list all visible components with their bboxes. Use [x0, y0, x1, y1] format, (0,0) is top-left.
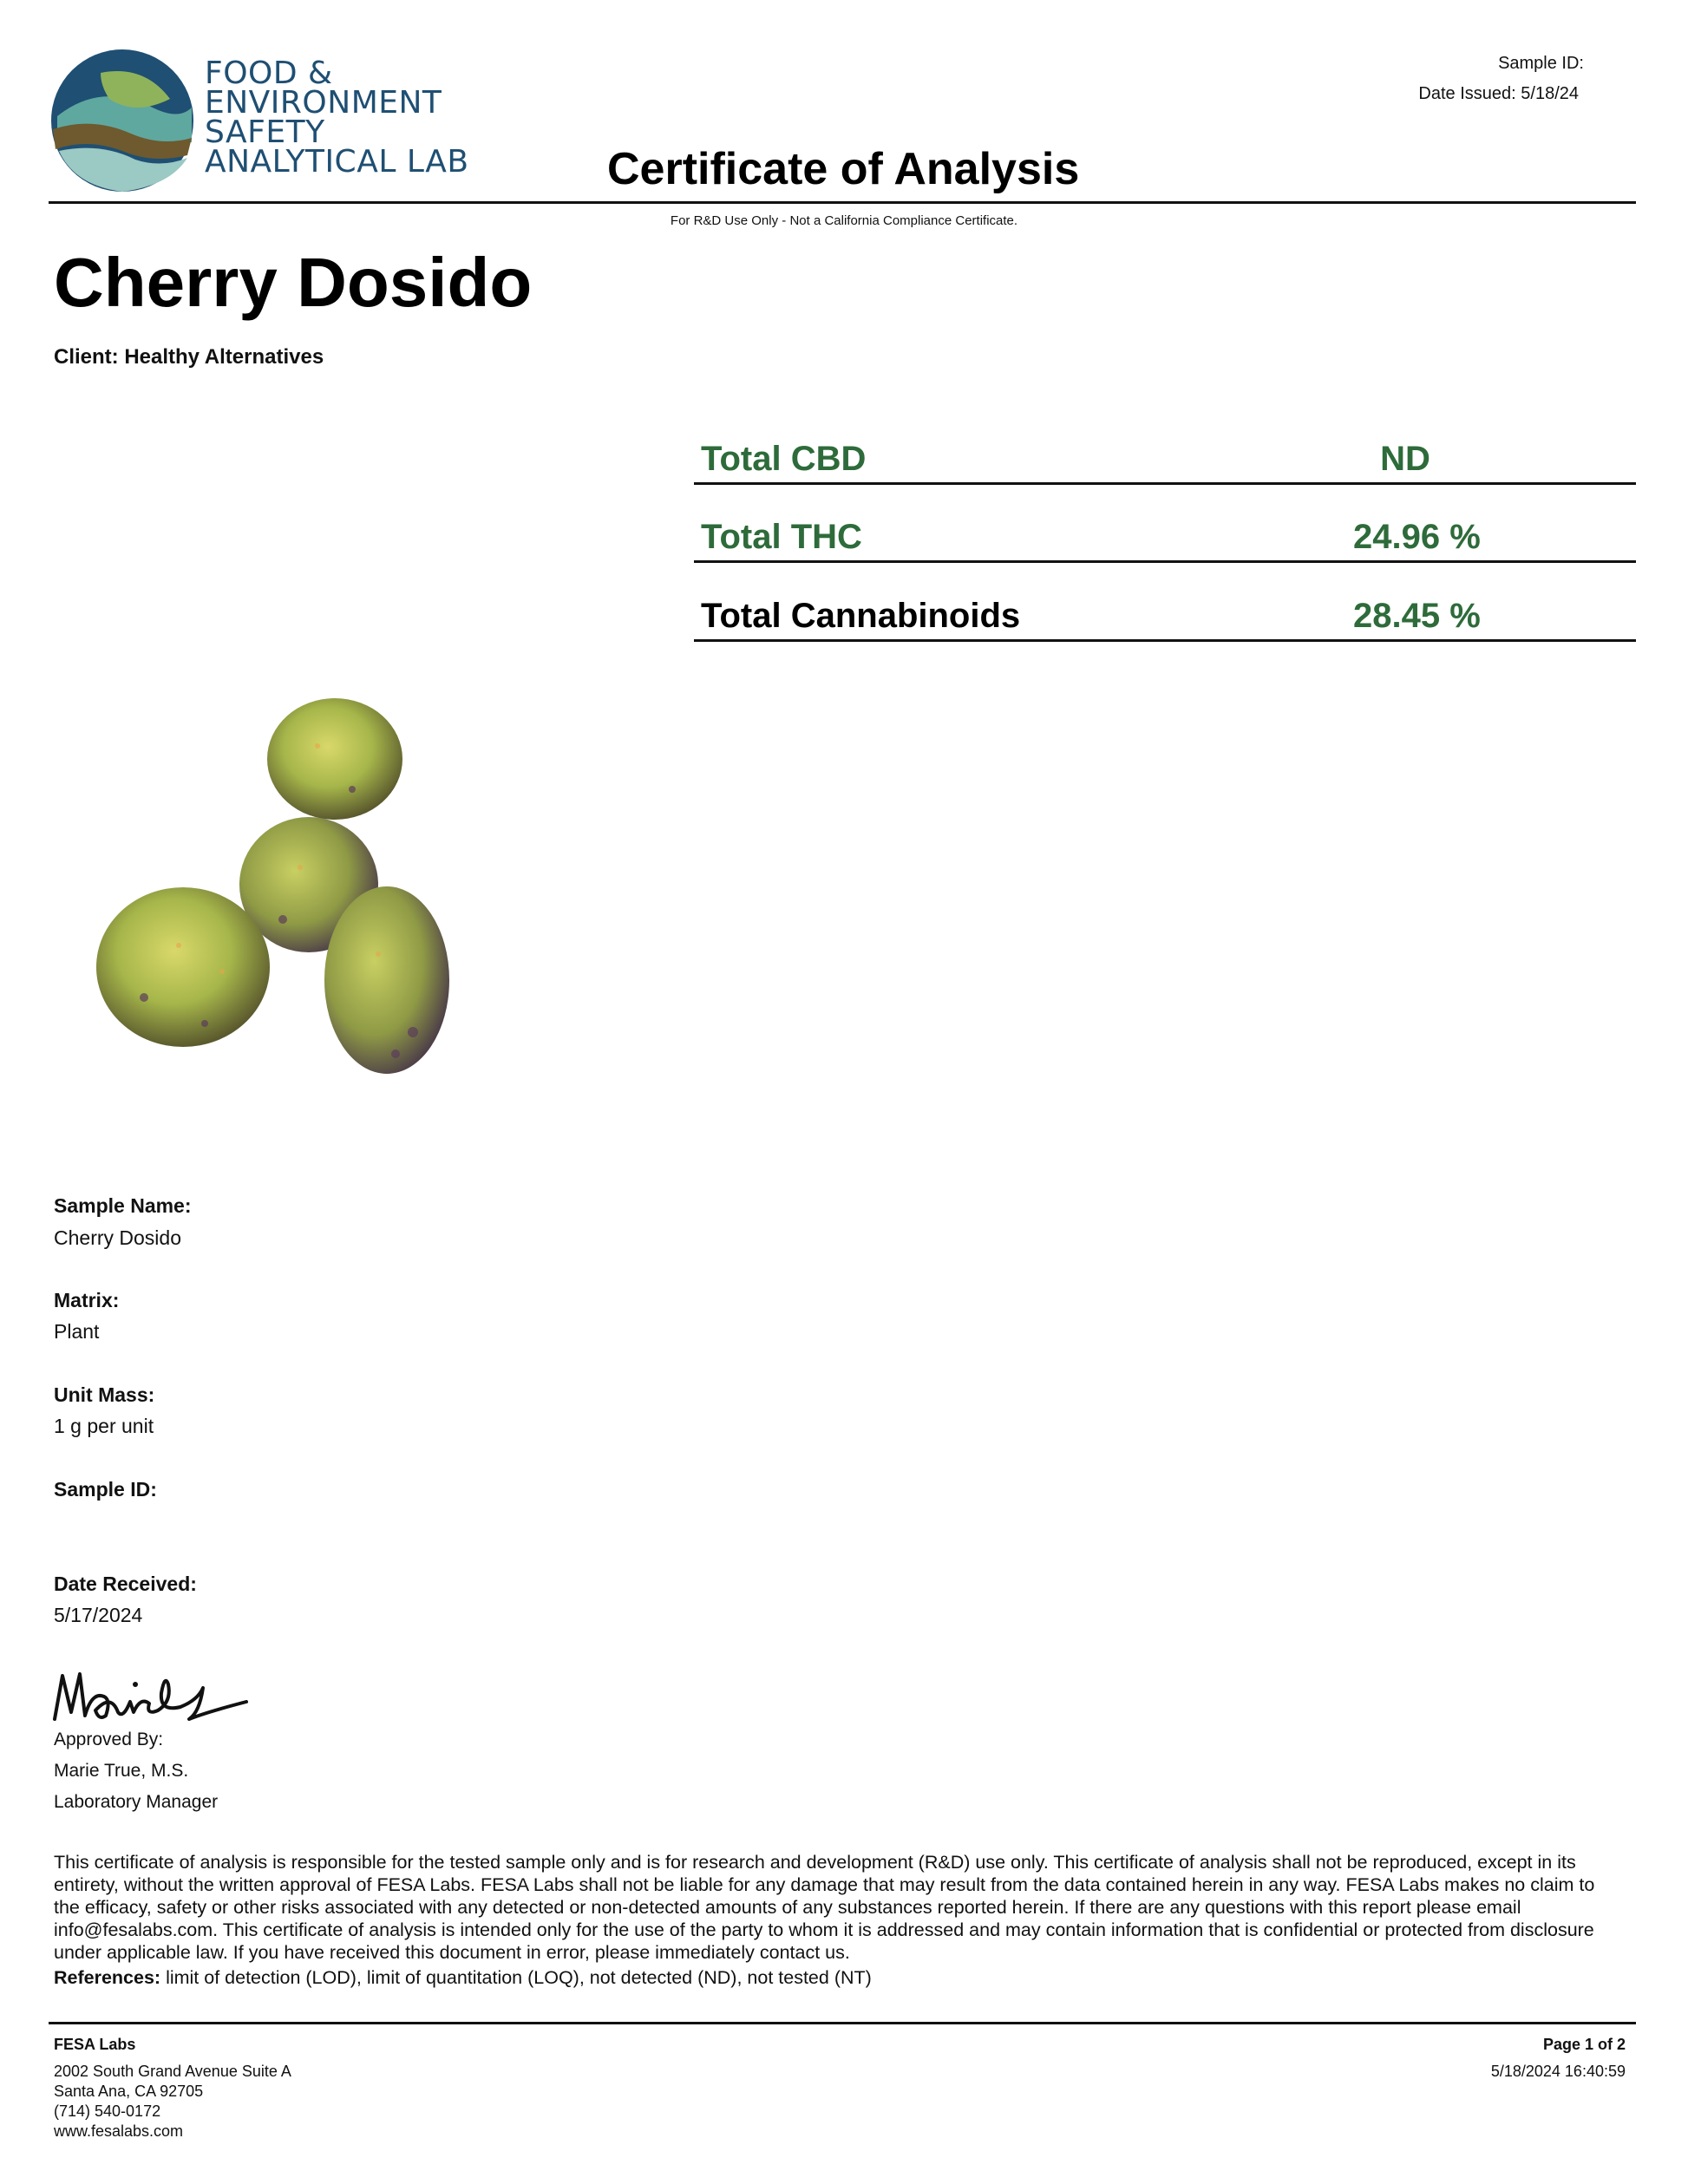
document-title: Certificate of Analysis	[607, 144, 1080, 194]
header-date-issued: Date Issued: 5/18/24	[1418, 84, 1579, 103]
footer-page-number: Page 1 of 2	[1542, 2036, 1626, 2053]
total-thc-row	[694, 484, 1636, 563]
total-cbd-label: Total CBD	[701, 440, 867, 478]
product-photo	[49, 434, 534, 1197]
footer-address-1: 2002 South Grand Avenue Suite A	[54, 2063, 291, 2080]
total-thc-value: 24.96 %	[1353, 518, 1481, 556]
total-cbd-value: ND	[1380, 440, 1430, 478]
brand-line-4: ANALYTICAL LAB	[205, 144, 469, 180]
brand-line-2: ENVIRONMENT	[205, 85, 442, 121]
total-cbd-row	[694, 406, 1636, 485]
date-received-value: 5/17/2024	[54, 1604, 143, 1626]
bud-top	[267, 698, 402, 820]
footer-timestamp: 5/18/2024 16:40:59	[1490, 2063, 1626, 2080]
footer-divider	[49, 2022, 1636, 2024]
unit-mass-value: 1 g per unit	[54, 1415, 154, 1437]
total-cannabinoids-row	[694, 563, 1636, 642]
unit-mass-label: Unit Mass:	[54, 1383, 155, 1406]
rd-use-note: For R&D Use Only - Not a California Compliance Certificate.	[670, 213, 1018, 228]
matrix-value: Plant	[54, 1320, 100, 1343]
approved-by-label: Approved By:	[54, 1730, 164, 1749]
lab-brand-name	[205, 56, 469, 180]
header-divider	[49, 201, 1636, 204]
footer-company: FESA Labs	[54, 2036, 136, 2053]
footer-phone: (714) 540-0172	[54, 2102, 161, 2120]
approver-title: Laboratory Manager	[54, 1792, 219, 1812]
date-received-label: Date Received:	[54, 1573, 197, 1595]
references-label: References:	[54, 1967, 161, 1988]
product-name: Cherry Dosido	[54, 244, 533, 321]
lab-logo-icon	[49, 47, 196, 194]
approver-signature	[50, 1658, 250, 1730]
approver-name: Marie True, M.S.	[54, 1761, 189, 1781]
footer-address-2: Santa Ana, CA 92705	[54, 2083, 204, 2100]
footer-website[interactable]: www.fesalabs.com	[54, 2122, 184, 2140]
brand-line-1: FOOD &	[205, 56, 333, 91]
sample-name-value: Cherry Dosido	[54, 1226, 181, 1249]
total-thc-label: Total THC	[701, 518, 862, 556]
disclaimer-text: This certificate of analysis is responsible for the tested sample only and is for research and development (R&D) use only. This certificate of analysis shall not be reproduced, except in its entirety, without the written approval of FESA Labs. FESA Labs shall not be liable for any damage that may result from the data contained herein in any way. FESA Labs makes no claim to the efficacy, safety or other risks associated with any detected or non-detected amounts of any substances reported herein. If there are any questions with this report please email info@fesalabs.com. This certificate of analysis is intended only for the use of the party to whom it is addressed and may contain information that is confidential or protected from disclosure under applicable law. If you have received this document in error, please immediately contact us.	[54, 1852, 1595, 1963]
references	[54, 1967, 872, 1989]
brand-line-3: SAFETY	[205, 114, 325, 150]
references-text: limit of detection (LOD), limit of quantitation (LOQ), not detected (ND), not tested (NT)	[160, 1967, 872, 1988]
total-cannabinoids-value: 28.45 %	[1353, 597, 1481, 635]
sample-name-label: Sample Name:	[54, 1194, 192, 1217]
header-sample-id: Sample ID:	[1498, 54, 1584, 73]
client-name: Client: Healthy Alternatives	[54, 345, 324, 369]
total-cannabinoids-label: Total Cannabinoids	[701, 597, 1021, 635]
bud-right	[324, 886, 449, 1074]
sample-id-label: Sample ID:	[54, 1478, 157, 1501]
matrix-label: Matrix:	[54, 1289, 120, 1311]
bud-left	[96, 887, 270, 1047]
